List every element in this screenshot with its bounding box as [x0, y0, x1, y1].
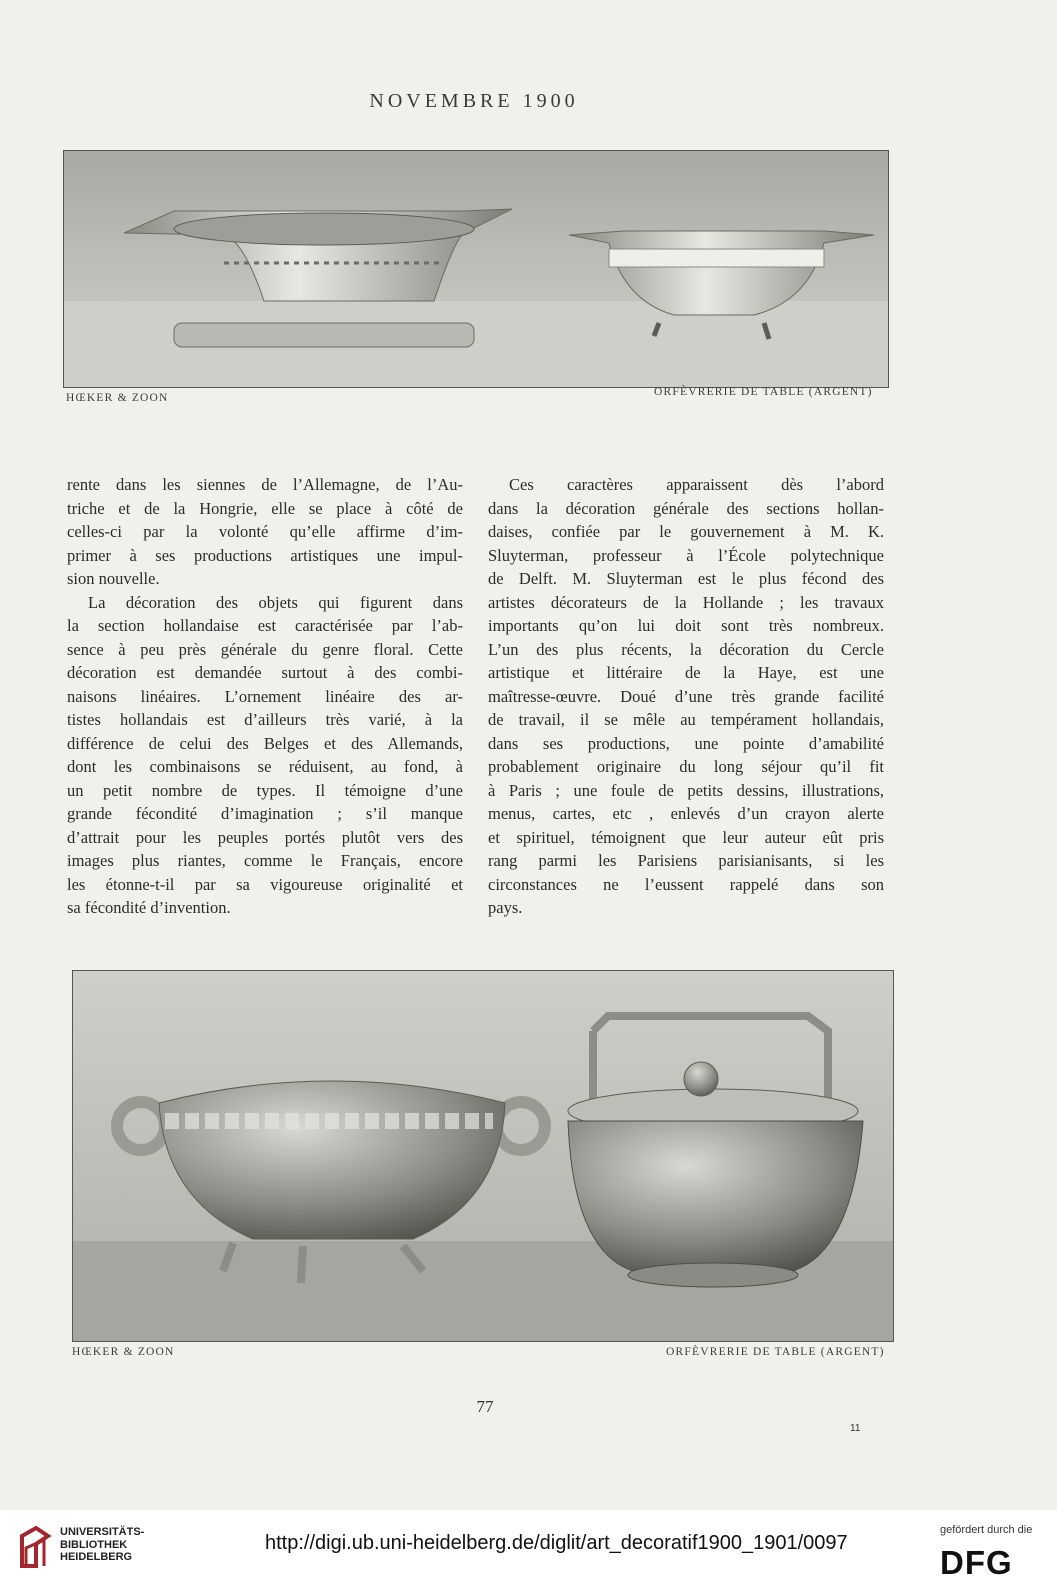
body-right-column: [488, 473, 884, 920]
text-line: celles-ci par la volonté qu’elle affirme d’im-: [67, 522, 463, 541]
text-line: grande fécondité d’imagination ; s’il manque: [67, 804, 463, 823]
plate-bottom-subject-caption: ORFÈVRERIE DE TABLE (ARGENT): [666, 1346, 885, 1358]
dfg-logo: DFG: [940, 1544, 1013, 1581]
text-line: dans ses productions, une pointe d’amabilité: [488, 733, 884, 753]
signature-mark: 11: [850, 1423, 861, 1434]
permalink-url[interactable]: http://digi.ub.uni-heidelberg.de/diglit/art_decoratif1900_1901/0097: [265, 1532, 848, 1554]
text-line: probablement originaire du long séjour qu’il fit: [488, 757, 884, 776]
text-line: images plus riantes, comme le Français, encore: [67, 851, 463, 870]
text-line: L’un des plus récents, la décoration du Cercle: [488, 639, 884, 659]
text-line: tistes hollandais est d’ailleurs très varié, à la: [67, 710, 463, 729]
body-left-column: [67, 473, 463, 920]
plate-top-subject-caption: ORFÈVRERIE DE TABLE (ARGENT): [654, 386, 873, 398]
text-line: sion nouvelle.: [67, 569, 160, 588]
plate-bottom-maker-caption: HŒKER & ZOON: [72, 1346, 175, 1358]
text-line: menus, cartes, etc , enlevés d’un crayon alerte: [488, 804, 884, 823]
text-line: sa fécondité d’invention.: [67, 898, 231, 917]
university-library-logo-icon: [18, 1526, 52, 1573]
text-line: un petit nombre de types. Il témoigne d’une: [67, 780, 463, 800]
text-line: artistique et littéraire de la Haye, est une: [488, 663, 884, 682]
text-line: daises, confiée par le gouvernement à M. K.: [488, 522, 884, 541]
sponsor-label: gefördert durch die: [940, 1524, 1033, 1536]
text-line: triche et de la Hongrie, elle se place à côté de: [67, 498, 463, 518]
text-line: d’attrait pour les peuples portés plutôt vers des: [67, 827, 463, 847]
text-line: Sluyterman, professeur à l’École polytechnique: [488, 545, 884, 565]
library-line: BIBLIOTHEK: [60, 1538, 128, 1551]
digitization-footer: [0, 1510, 1057, 1591]
library-line: HEIDELBERG: [60, 1551, 133, 1563]
text-line: sence à peu près générale du genre floral. Cette: [67, 639, 463, 659]
text-line: rente dans les siennes de l’Allemagne, de l’Au-: [67, 475, 463, 494]
text-line: la section hollandaise est caractérisée par l’ab-: [67, 616, 463, 635]
plate-top-image: [64, 151, 888, 387]
text-line: de Delft. M. Sluyterman est le plus fécond des: [488, 569, 884, 588]
text-line: dont les combinaisons se réduisent, au fond, à: [67, 757, 463, 776]
text-line: différence de celui des Belges et des Allemands,: [67, 733, 463, 753]
text-line: de travail, il se mêle au tempérament hollandais,: [488, 710, 884, 729]
text-line: dans la décoration générale des sections hollan-: [488, 498, 884, 518]
text-line: circonstances ne l’eussent rappelé dans son: [488, 874, 884, 894]
text-line: à Paris ; une foule de petits dessins, illustrations,: [488, 780, 884, 800]
text-line: naisons linéaires. L’ornement linéaire des ar-: [67, 686, 463, 706]
text-line: Ces caractères apparaissent dès l’abord: [509, 475, 884, 494]
plate-bottom-photo: [72, 970, 894, 1342]
library-line: UNIVERSITÄTS-: [60, 1526, 145, 1538]
plate-top-maker-caption: HŒKER & ZOON: [66, 392, 169, 404]
text-line: primer à ses productions artistiques une impul-: [67, 545, 463, 565]
text-line: les étonne-t-il par sa vigoureuse originalité et: [67, 874, 463, 894]
plate-top-photo: [63, 150, 889, 388]
text-line: La décoration des objets qui figurent dans: [88, 592, 463, 612]
text-line: et spirituel, témoignent que leur auteur eût pris: [488, 827, 884, 847]
text-line: artistes décorateurs de la Hollande ; les travaux: [488, 592, 884, 612]
text-line: maîtresse-œuvre. Doué d’une très grande facilité: [488, 686, 884, 706]
text-line: décoration est demandée surtout à des combi-: [67, 663, 463, 682]
text-line: pays.: [488, 898, 523, 917]
page-number: 77: [476, 1397, 494, 1416]
running-title: NOVEMBRE 1900: [369, 90, 579, 112]
text-line: rang parmi les Parisiens parisianisants, si les: [488, 851, 884, 870]
university-library-name: [60, 1526, 144, 1564]
text-line: importants qu’on lui doit sont très nombreux.: [488, 616, 884, 635]
plate-bottom-image: [73, 971, 893, 1341]
